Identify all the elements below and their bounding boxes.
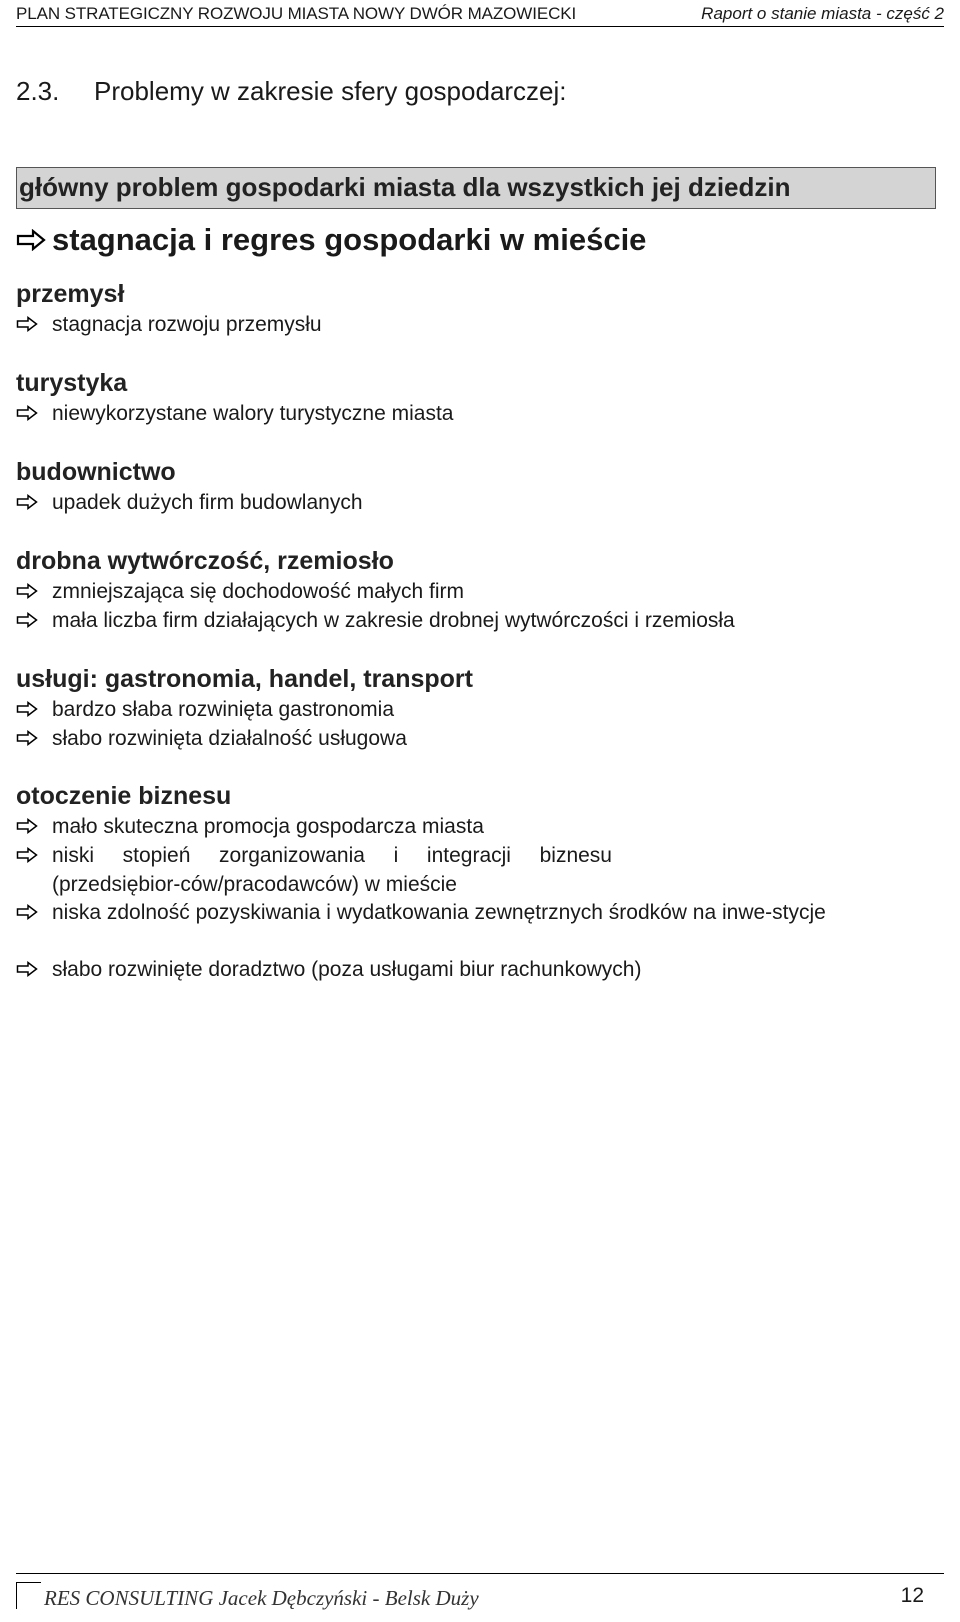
section-number: 2.3. [16,76,60,106]
list-item [16,812,944,841]
list-item-text: niski stopień zorganizowania i integracji biznesu (przedsiębior-ców/pracodawców) w mieście [52,844,612,896]
category-heading: turystyka [16,369,128,397]
header-report-part: Raport o stanie miasta - część 2 [701,4,944,23]
page-number: 12 [900,1584,924,1607]
hollow-arrow-icon [16,701,38,717]
list-item [16,695,944,724]
header-plan-title: PLAN STRATEGICZNY ROZWOJU MIASTA NOWY DWÓR MAZOWIECKI [16,4,577,23]
footer-author: RES CONSULTING Jacek Dębczyński - Belsk Duży [44,1586,479,1610]
footer-corner-mark [16,1582,41,1609]
list-item-text: słabo rozwinięta działalność usługowa [52,727,407,750]
list-item-text: zmniejszająca się dochodowość małych firm [52,580,464,603]
category-heading: drobna wytwórczość, rzemiosło [16,547,394,575]
category-heading: przemysł [16,280,125,308]
list-item-text: mała liczba firm działających w zakresie drobnej wytwórczości i rzemiosła [52,609,735,632]
list-item-text: bardzo słaba rozwinięta gastronomia [52,698,395,721]
main-problem-statement [16,222,646,258]
category-heading: otoczenie biznesu [16,782,232,810]
hollow-arrow-icon [16,405,38,421]
category-heading: budownictwo [16,458,176,486]
list-item-text: stagnacja rozwoju przemysłu [52,313,322,336]
hollow-arrow-icon [16,847,38,863]
list-item [16,577,944,606]
list-item [16,841,944,899]
hollow-arrow-icon [16,730,38,746]
list-item-text: niewykorzystane walory turystyczne miasta [52,402,454,425]
hollow-arrow-icon [16,583,38,599]
hollow-arrow-icon [16,494,38,510]
list-item-text: niska zdolność pozyskiwania i wydatkowania zewnętrznych środków na inwe-stycje [52,901,826,924]
section-heading: Problemy w zakresie sfery gospodarczej: [94,76,567,106]
list-item [16,955,944,984]
page-header [16,2,944,27]
list-item-text: słabo rozwinięte doradztwo (poza usługami biur rachunkowych) [52,958,642,981]
category-heading: usługi: gastronomia, handel, transport [16,665,473,693]
list-item-text: mało skuteczna promocja gospodarcza miasta [52,815,484,838]
list-item [16,488,944,517]
hollow-arrow-icon [16,229,46,251]
list-item-text: upadek dużych firm budowlanych [52,491,363,514]
hollow-arrow-icon [16,904,38,920]
main-problem-text: stagnacja i regres gospodarki w mieście [52,222,647,257]
list-item [16,399,944,428]
section-title [16,76,567,107]
hollow-arrow-icon [16,316,38,332]
hollow-arrow-icon [16,961,38,977]
hollow-arrow-icon [16,612,38,628]
list-item [16,724,944,753]
page-footer [16,1573,944,1622]
list-item [16,310,944,339]
main-problem-label: główny problem gospodarki miasta dla wszystkich jej dziedzin [19,172,791,202]
list-item [16,898,944,927]
main-problem-box [16,167,936,209]
list-item [16,606,944,635]
hollow-arrow-icon [16,818,38,834]
